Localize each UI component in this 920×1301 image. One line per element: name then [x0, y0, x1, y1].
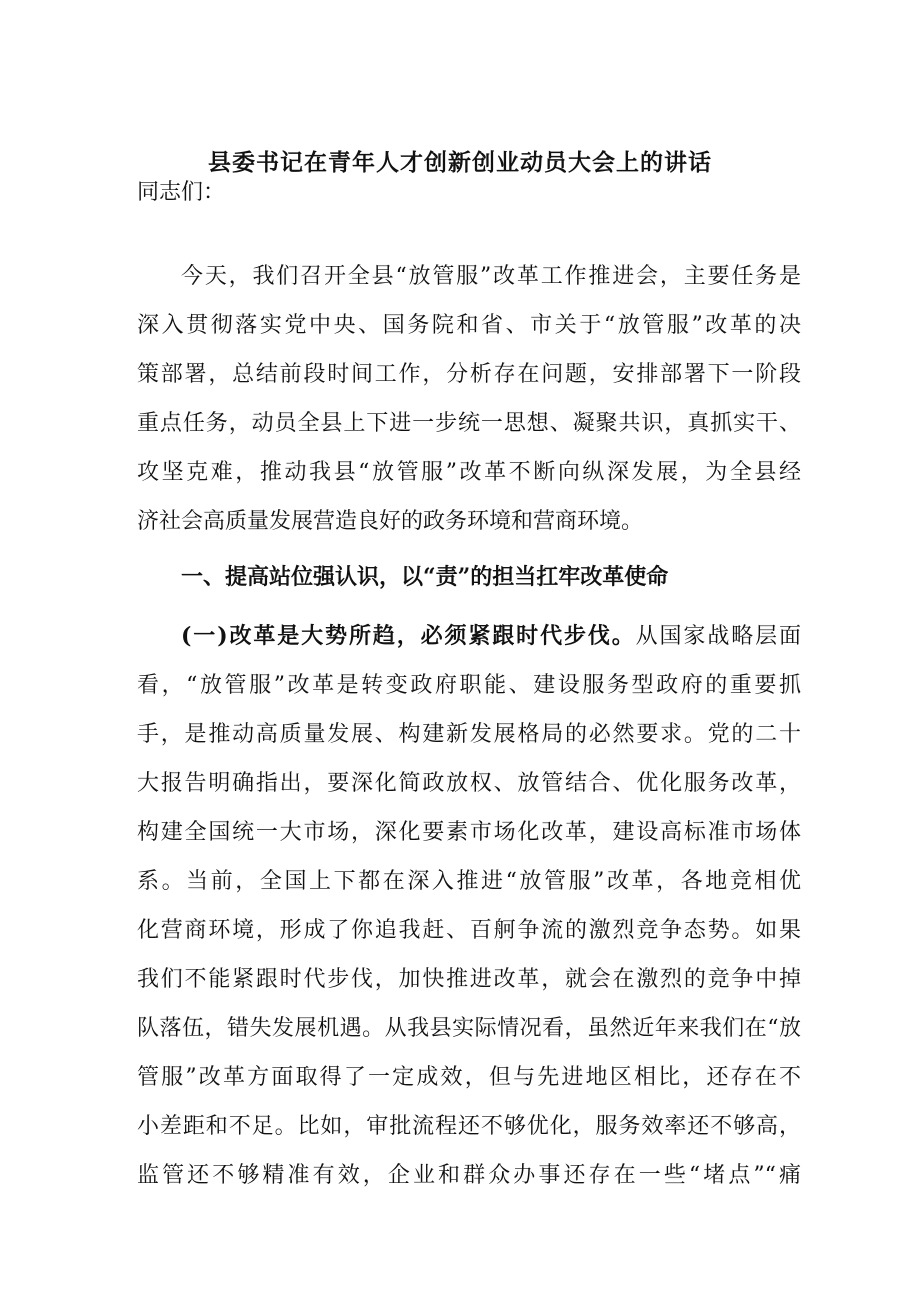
paragraph-line: 系。当前，全国上下都在深入推进“放管服”改革，各地竞相优 — [137, 869, 801, 894]
intro-paragraph — [137, 252, 801, 546]
paragraph-line: 济社会高质量发展营造良好的政务环境和营商环境。 — [137, 509, 644, 534]
subsection-paragraph — [137, 612, 801, 1200]
paragraph-line: 深入贯彻落实党中央、国务院和省、市关于“放管服”改革的决 — [137, 313, 801, 338]
paragraph-line: 队落伍，错失发展机遇。从我县实际情况看，虽然近年来我们在“放 — [137, 1016, 801, 1041]
paragraph-line — [137, 612, 801, 661]
paragraph-line: 重点任务，动员全县上下进一步统一思想、凝聚共识，真抓实干、 — [137, 411, 801, 436]
paragraph-line: 我们不能紧跟时代步伐，加快推进改革，就会在激烈的竞争中掉 — [137, 967, 801, 992]
paragraph-line: 构建全国统一大市场，深化要素市场化改革，建设高标准市场体 — [137, 820, 801, 845]
salutation: 同志们： — [137, 180, 226, 205]
paragraph-line: 化营商环境，形成了你追我赶、百舸争流的激烈竞争态势。如果 — [137, 918, 801, 943]
paragraph-line: 攻坚克难，推动我县“放管服”改革不断向纵深发展，为全县经 — [137, 460, 801, 485]
section-heading: 一、提高站位强认识，以“责”的担当扛牢改革使命 — [181, 564, 669, 590]
paragraph-line-rest: 从国家战略层面 — [635, 624, 801, 649]
paragraph-line: 小差距和不足。比如，审批流程还不够优化，服务效率还不够高， — [137, 1114, 801, 1139]
paragraph-line: 手，是推动高质量发展、构建新发展格局的必然要求。党的二十 — [137, 722, 801, 747]
document-title: 县委书记在青年人才创新创业动员大会上的讲话 — [208, 149, 712, 176]
paragraph-line: 管服”改革方面取得了一定成效，但与先进地区相比，还存在不 — [137, 1065, 801, 1090]
paragraph-line: 今天，我们召开全县“放管服”改革工作推进会，主要任务是 — [181, 264, 801, 289]
paragraph-line: 看，“放管服”改革是转变政府职能、建设服务型政府的重要抓 — [137, 673, 801, 698]
subsection-heading: (一)改革是大势所趋，必须紧跟时代步伐。 — [181, 623, 636, 649]
paragraph-line: 监管还不够精准有效，企业和群众办事还存在一些“堵点”“痛 — [137, 1163, 801, 1188]
paragraph-line: 策部署，总结前段时间工作，分析存在问题，安排部署下一阶段 — [137, 362, 801, 387]
paragraph-line: 大报告明确指出，要深化简政放权、放管结合、优化服务改革， — [137, 771, 801, 796]
